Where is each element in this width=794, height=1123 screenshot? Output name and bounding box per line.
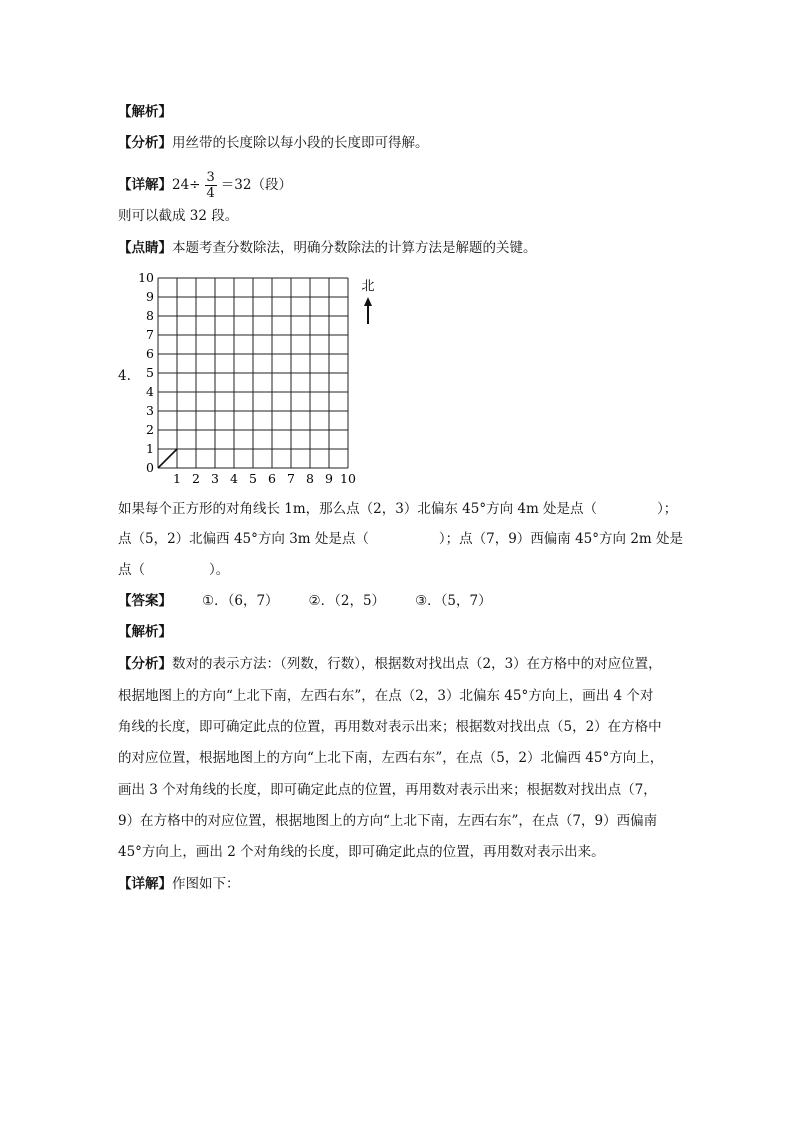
x-tick-label: 8 bbox=[306, 471, 314, 486]
x-tick-label: 9 bbox=[325, 471, 333, 486]
x-tick-label: 4 bbox=[230, 471, 238, 486]
comment-label: 【点睛】 bbox=[118, 240, 172, 256]
analysis-line bbox=[118, 133, 429, 153]
y-tick-label: 1 bbox=[146, 441, 154, 456]
fraction bbox=[205, 170, 217, 201]
question-number: 4. bbox=[118, 368, 131, 384]
analysis-heading: 【解析】 bbox=[118, 104, 172, 120]
question-line-1 bbox=[118, 499, 677, 519]
fenxi-line-4: 的对应位置，根据地图上的方向“上北下南，左西右东”，在点（5，2）北偏西 45°方向上， bbox=[118, 750, 664, 766]
x-tick-label: 6 bbox=[268, 471, 276, 486]
y-tick-label: 10 bbox=[138, 270, 154, 285]
answer-label: 【答案】 bbox=[118, 593, 172, 609]
detail-line bbox=[118, 170, 292, 201]
x-tick-label: 2 bbox=[192, 471, 200, 486]
conclusion-text: 则可以截成 32 段。 bbox=[118, 208, 239, 224]
y-tick-label: 0 bbox=[146, 460, 154, 475]
y-tick-label: 9 bbox=[146, 289, 154, 304]
x-tick-label: 1 bbox=[173, 471, 181, 486]
fenxi-line-2: 根据地图上的方向“上北下南，左西右东”，在点（2，3）北偏东 45°方向上，画出 4 个对 bbox=[118, 688, 654, 704]
fenxi-line-3: 角线的长度，即可确定此点的位置，再用数对表示出来；根据数对找出点（5，2）在方格中 bbox=[118, 719, 662, 735]
x-tick-label: 5 bbox=[249, 471, 257, 486]
fraction-numerator: 3 bbox=[206, 170, 215, 185]
y-tick-label: 8 bbox=[146, 308, 154, 323]
detail-label-2: 【详解】 bbox=[118, 876, 172, 892]
question-text-2b: ）；点（7，9）西偏南 45°方向 2m 处是 bbox=[438, 531, 683, 547]
coordinate-grid bbox=[136, 266, 376, 486]
fenxi-line-7: 45°方向上，画出 2 个对角线的长度，即可确定此点的位置，再用数对表示出来。 bbox=[118, 844, 605, 860]
y-tick-label: 2 bbox=[146, 422, 154, 437]
y-tick-label: 5 bbox=[146, 365, 154, 380]
fenxi-line-5: 画出 3 个对角线的长度，即可确定此点的位置，再用数对表示出来；根据数对找出点（7， bbox=[118, 782, 657, 798]
grid-lines bbox=[158, 278, 348, 468]
x-tick-label: 10 bbox=[340, 471, 356, 486]
north-arrow-icon bbox=[364, 297, 372, 324]
question-text-2a: 点（5，2）北偏西 45°方向 3m 处是点（ bbox=[118, 531, 369, 547]
analysis-heading-2: 【解析】 bbox=[118, 624, 172, 640]
question-line-3 bbox=[118, 560, 229, 580]
grid-labels bbox=[138, 270, 356, 486]
comment-line bbox=[118, 238, 537, 258]
detail-line-2 bbox=[118, 874, 240, 894]
answer-1: ①．（6，7） bbox=[202, 593, 279, 609]
y-tick-label: 4 bbox=[146, 384, 154, 399]
fraction-denominator: 4 bbox=[206, 186, 215, 201]
question-text-1b: ）； bbox=[657, 501, 678, 517]
answer-line bbox=[118, 591, 492, 611]
analysis-label: 【分析】 bbox=[118, 135, 172, 151]
y-tick-label: 6 bbox=[146, 346, 154, 361]
analysis-text: 用丝带的长度除以每小段的长度即可得解。 bbox=[172, 135, 429, 151]
fenxi-line-6: 9）在方格中的对应位置，根据地图上的方向“上北下南，左西右东”，在点（7，9）西偏南 bbox=[118, 813, 658, 829]
detail-label: 【详解】 bbox=[118, 177, 172, 193]
answer-2: ②．（2，5） bbox=[308, 593, 386, 609]
x-tick-label: 3 bbox=[211, 471, 219, 486]
grid-segments bbox=[158, 449, 177, 468]
y-tick-label: 7 bbox=[146, 327, 154, 342]
fenxi-text-1: 数对的表示方法：（列数，行数），根据数对找出点（2，3）在方格中的对应位置， bbox=[172, 656, 662, 672]
question-line-2 bbox=[118, 529, 683, 549]
fenxi-line-1 bbox=[118, 654, 662, 674]
x-tick-label: 7 bbox=[287, 471, 295, 486]
question-text-3b: ）。 bbox=[209, 562, 230, 578]
detail-pre: 24÷ bbox=[172, 177, 201, 193]
answer-3: ③．（5，7） bbox=[415, 593, 492, 609]
diagonal-segment bbox=[158, 449, 177, 468]
fenxi-label: 【分析】 bbox=[118, 656, 172, 672]
question-text-1a: 如果每个正方形的对角线长 1m，那么点（2，3）北偏东 45°方向 4m 处是点（ bbox=[118, 501, 598, 517]
detail-post: ＝32（段） bbox=[220, 177, 292, 193]
y-tick-label: 3 bbox=[146, 403, 154, 418]
comment-text: 本题考查分数除法，明确分数除法的计算方法是解题的关键。 bbox=[172, 240, 537, 256]
north-label: 北 bbox=[361, 279, 375, 294]
question-text-3a: 点（ bbox=[118, 562, 145, 578]
detail-text-2: 作图如下： bbox=[172, 876, 240, 892]
